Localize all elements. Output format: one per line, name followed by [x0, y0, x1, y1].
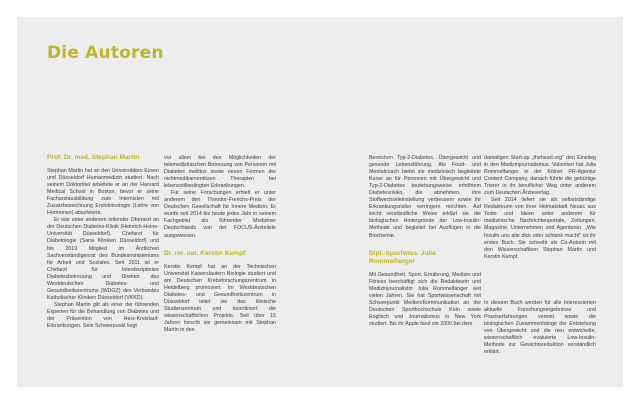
paragraph: In diesem Buch werden für alle Interessierten aktuelle Forschungsergebnisse und Praxiserfahrungen vereint sowie die biologischen Zusammenhänge der Entstehung von Übergewicht und die neu entwickelte, wissenschaftlich evaluierte Low-Insulin-Methode zur Gewichtsreduktion verständlich erklärt.: [484, 299, 596, 356]
author-heading-martin: Prof. Dr. med. Stephan Martin: [47, 154, 140, 161]
paragraph: Stephan Martin gilt als einer der führenden Experten für die Behandlung von Diabetes und der Prävention von Herz-Kreislauf-Erkrankungen. Sein Schwerpunkt liegt: [47, 301, 159, 330]
paragraph: Für seine Forschungen erhielt er unter anderem den Theodor-Frerichs-Preis der Deutschen Gesellschaft für Innere Medizin. Er wurde seit 2014 bis heute jedes Jahr in seinem Fachgebiet als führender Mediziner Deutschlands von der FOCUS-Ärzteliste ausgewiesen.: [164, 190, 276, 239]
paragraph: Bereichen Typ-2-Diabetes, Übergewicht und gesunde Lebensführung. Als Food- und Mentalcoach bietet sie medizinisch begleitete Kurse an für Personen mit Übergewicht und Typ-2-Diabetes beziehungsweise erhöhtem Diabetesrisiko, die abnehmen, ihre Stoffwechseleinstellung verbessern sowie ihr Erkrankungsrisiko verringern möchten. Auf leicht verständliche Weise erklärt sie die biologischen Hintergründe der Low-Insulin-Methode und begleitet bei Ausflügen in die Biochemie.: [369, 155, 481, 239]
text-column-2: [164, 155, 276, 334]
book-spread: [17, 17, 623, 387]
text-column-4: [484, 155, 596, 356]
paragraph: Kerstin Kempf hat an der Technischen Universität Kaiserslautern Biologie studiert und am Deutschen Krebsforschungszentrum in Heidelberg promoviert. Im Westdeutschen Diabetes- und Gesundheitszentrum in Düsseldorf leitet sie das klinische Studienzentrum und koordiniert die wissenschaftlichen Projekte. Seit über 15 Jahren forscht sie gemeinsam mit Stephan Martin in den: [164, 263, 276, 333]
text-column-1: [47, 154, 159, 330]
paragraph: Mit Gesundheit, Sport, Ernährung, Medizin und Fitness beschäftigt sich die Redakteurin und Medizinjournalistin Julia Rommelfanger seit vielen Jahren. Sie hat Sportwissenschaft mit Schwerpunkt Medien/Kommunikation an der Deutschen Sporthochschule Köln sowie Englisch und Journalismus in New York studiert. Bis ihr Apple fand sie 2000 bei dem: [369, 271, 481, 327]
paragraph: Stephan Martin hat an den Universitäten Essen und Düsseldorf Humanmedizin studiert. Nach seinem Doktortitel arbeitete er an der Harvard Medical School in Boston, bevor er seine Facharztausbildung zum Internisten mit Zusatzbezeichnung Endokrinologie (Lehre von Hormonen) absolvierte.: [47, 168, 159, 217]
paragraph: Seit 2014 liefert sie als selbstständige Redakteurin von ihrer Heimatstadt Neuss aus Texte und Ideen unter anderem für medizinische Nachrichtenportale, Zeitungen, Magazine, Unternehmen und Agenturen. „Wie Insulin uns alle dick oder schlank macht" ist ihr erstes Buch. Sie schreibt als Co-Autorin mit den Wissenschaftlern Stephan Martin und Kerstin Kempf.: [484, 197, 596, 260]
paragraph: Er war unter anderem leitender Oberarzt an der Deutschen Diabetes-Klinik (Heinrich-Heine-Universität Düsseldorf), Chefarzt für Diabetologie (Sana Kliniken Düsseldorf) und bis 2019 Mitglied im Ärztlichen Sachverständigenrat des Bundesministeriums für Arbeit und Soziales. Seit 2011 ist er Chefarzt für Interdisziplinäre Diabetesbetreuung und Direktor des Westdeutschen Diabetes- und Gesundheitszentrums (WDGZ) des Verbundes Katholischer Kliniken Düsseldorf (VKKD).: [47, 217, 159, 301]
paragraph: vor allem bei den Möglichkeiten der telemedizinischen Betreuung von Personen mit Diabetes mellitus sowie neuen Formen der nichtmedikamentösen Therapien bei lebensstilbedingten Erkrankungen.: [164, 155, 276, 190]
author-heading-rommelfanger: Dipl.-Sportwiss. Julia Rommelfanger: [369, 249, 436, 265]
paragraph: damaligen Start-up „theheart.org" den Einstieg in den Medizinjournalismus. Volontiert hat Julia Rommelfanger in der Kölner PR-Agentur Content Company, danach führte die gebürtige Trierer in ihr beruflicher Weg unter anderem zum Deutschen Ärzteverlag.: [484, 155, 596, 197]
text-column-3: [369, 155, 481, 328]
author-heading-kempf: Dr. rer. nat. Kerstin Kempf: [164, 249, 246, 257]
page-title: Die Autoren: [47, 43, 164, 63]
